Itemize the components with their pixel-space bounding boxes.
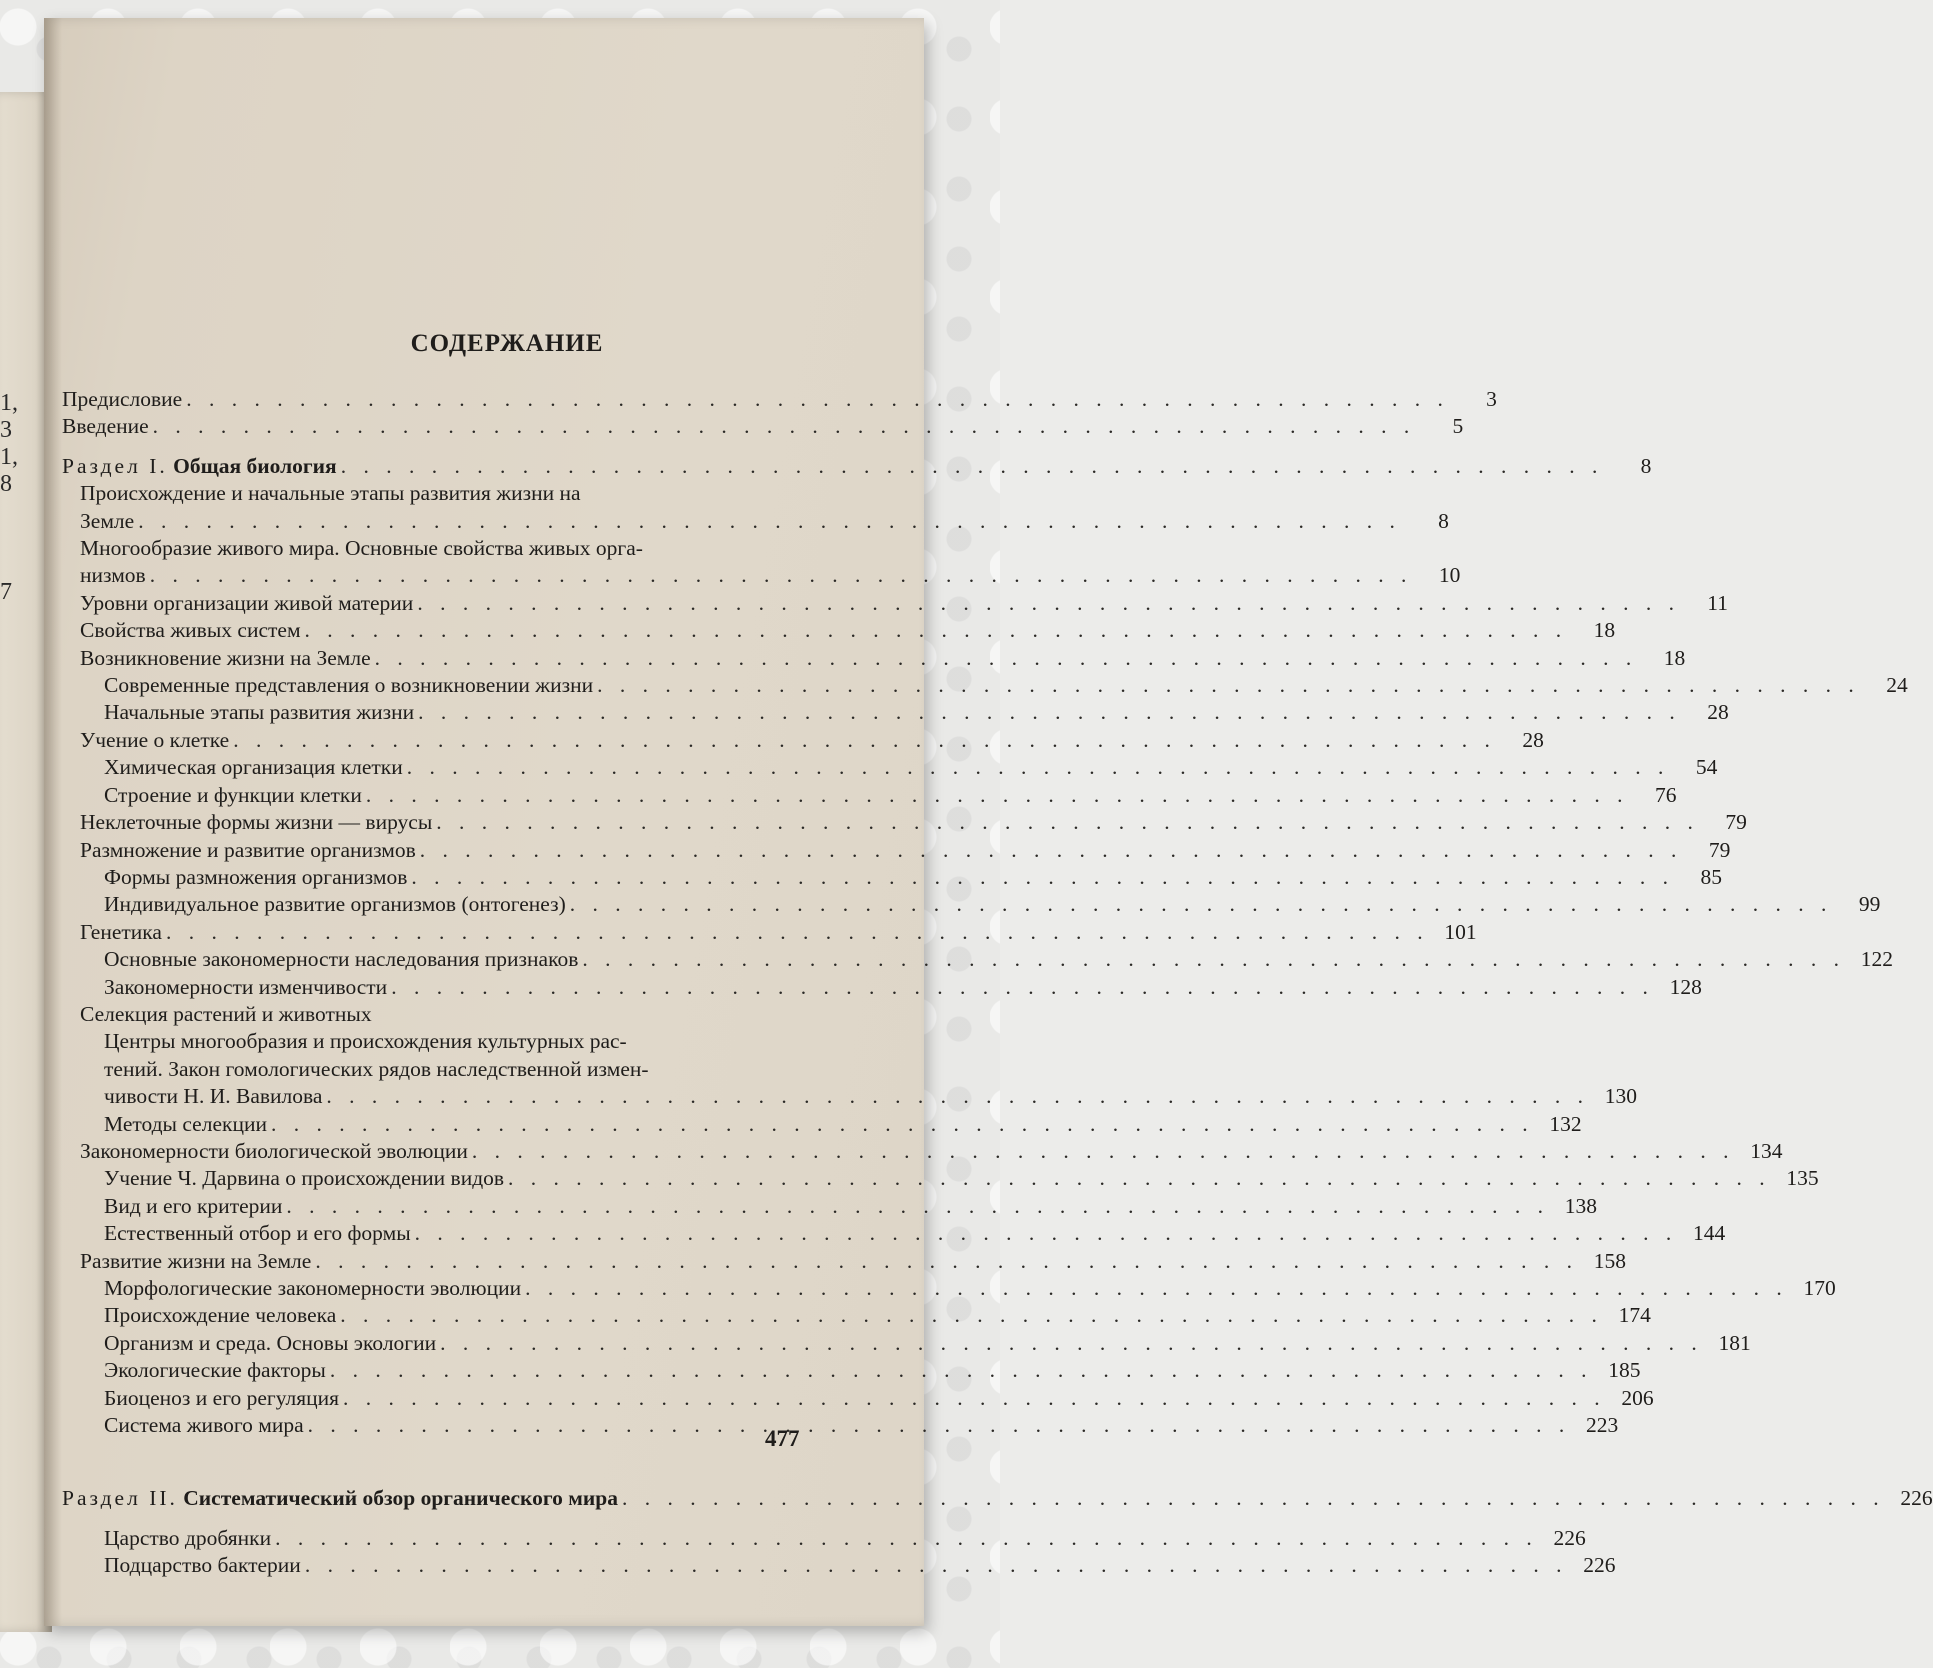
table-of-contents	[62, 330, 1933, 1580]
toc-page-number: 79	[1708, 837, 1731, 862]
dot-leader	[282, 1193, 1549, 1220]
toc-entry-text: Происхождение человека	[104, 1303, 337, 1328]
toc-entry-centers	[62, 1028, 1638, 1110]
dot-leader	[566, 891, 1833, 918]
fragment	[0, 552, 20, 579]
dot-leader	[271, 1525, 1538, 1552]
toc-entry-intro	[62, 413, 1464, 440]
dot-leader	[229, 727, 1496, 754]
toc-entry-properties	[62, 617, 1616, 644]
dot-leader	[416, 837, 1683, 864]
fragment	[0, 525, 20, 552]
toc-entry-system	[62, 1412, 1619, 1439]
toc-entry-text: Учение Ч. Дарвина о происхождении видов	[104, 1166, 505, 1191]
toc-entry-cell-chem	[62, 754, 1718, 781]
dot-leader	[162, 919, 1429, 946]
dot-leader	[413, 590, 1680, 617]
toc-page-number: 130	[1604, 1084, 1638, 1109]
toc-page-number: 132	[1549, 1111, 1582, 1136]
toc-page-number: 8	[1438, 508, 1449, 533]
dot-leader	[618, 1485, 1885, 1512]
toc-page-number: 5	[1452, 414, 1464, 439]
toc-page-number: 206	[1621, 1385, 1654, 1410]
toc-page-number: 18	[1593, 618, 1616, 643]
toc-entry-biocenosis	[62, 1385, 1654, 1412]
toc-page-number: 128	[1669, 974, 1702, 999]
toc-page-number: 76	[1655, 782, 1677, 807]
toc-entry-text: Методы селекции	[104, 1111, 267, 1136]
toc-page-number: 122	[1860, 947, 1893, 972]
dot-leader	[336, 1302, 1603, 1329]
section-prefix: Раздел II.	[62, 1486, 178, 1511]
dot-leader	[593, 672, 1860, 699]
toc-entry-environment	[62, 1330, 1751, 1357]
dot-leader	[301, 617, 1568, 644]
toc-entry-repro-forms	[62, 864, 1722, 891]
toc-entry-variability	[62, 974, 1702, 1001]
toc-entry-levels	[62, 590, 1728, 617]
toc-entry-modern-views	[62, 672, 1908, 699]
toc-entry-ontogenesis	[62, 891, 1881, 918]
dot-leader	[407, 864, 1674, 891]
page-folio-number: 477	[765, 1426, 800, 1451]
toc-entry-text: Введение	[62, 414, 149, 439]
toc-page-number: 11	[1707, 590, 1728, 615]
toc-entry-text: Свойства живых систем	[80, 618, 301, 643]
toc-entry-text: Морфологические закономерности эволюции	[104, 1276, 522, 1300]
toc-page-number: 144	[1693, 1221, 1726, 1246]
toc-entry-text: Закономерности изменчивости	[104, 974, 388, 999]
previous-page-fragments	[0, 390, 20, 606]
dot-leader	[337, 453, 1604, 480]
fragment	[0, 498, 20, 525]
dot-leader	[301, 1552, 1568, 1579]
toc-entry-emergence	[62, 645, 1686, 672]
toc-page-number: 226	[1900, 1486, 1933, 1511]
toc-entry-text: Экологические факторы	[104, 1358, 326, 1383]
toc-page-number: 185	[1608, 1358, 1641, 1383]
toc-entry-text: Вид и его критерии	[104, 1193, 283, 1218]
dot-leader	[371, 645, 1638, 672]
toc-entry-life-dev	[62, 1248, 1626, 1275]
toc-entry-selection-methods	[62, 1111, 1582, 1138]
toc-entry-text: Современные представления о возникновении жизни	[104, 673, 594, 698]
dot-leader	[414, 699, 1681, 726]
toc-page-number: 99	[1858, 892, 1881, 917]
dot-leader	[403, 754, 1670, 781]
dot-leader	[468, 1138, 1735, 1165]
toc-page-number: 226	[1553, 1525, 1586, 1550]
toc-page-number: 54	[1695, 755, 1718, 780]
toc-entry-preface	[62, 386, 1497, 413]
toc-page-number: 223	[1586, 1413, 1619, 1438]
dot-leader	[311, 1248, 1578, 1275]
toc-entry-text-line: Происхождение и начальные этапы развития жизни на	[80, 481, 581, 506]
toc-entry-darwin	[62, 1165, 1819, 1192]
toc-page-number: 134	[1750, 1138, 1783, 1163]
fragment: 8	[0, 471, 12, 497]
toc-section-2	[62, 1485, 1933, 1512]
toc-entry-cell-theory	[62, 727, 1544, 754]
toc-entry-text: Естественный отбор и его формы	[104, 1221, 411, 1246]
section-title: Систематический обзор органического мира	[183, 1486, 618, 1511]
toc-page-number: 85	[1700, 864, 1722, 889]
page-title: СОДЕРЖАНИЕ	[410, 330, 604, 357]
toc-entry-text: Развитие жизни на Земле	[80, 1248, 312, 1273]
toc-entry-text: Возникновение жизни на Земле	[80, 645, 371, 670]
dot-leader	[322, 1083, 1589, 1110]
toc-page-number: 181	[1718, 1330, 1751, 1355]
toc-entry-human	[62, 1302, 1651, 1329]
toc-entry-text-line: тений. Закон гомологических рядов наследственной измен-	[104, 1056, 649, 1081]
toc-entry-morph	[62, 1275, 1836, 1302]
toc-page-number: 10	[1438, 563, 1461, 588]
page-fold-shadow	[44, 18, 62, 1626]
toc-entry-origin	[62, 480, 1449, 535]
toc-section-1	[62, 453, 1652, 480]
toc-page-number: 18	[1663, 645, 1686, 670]
section-title: Общая биология	[173, 453, 337, 478]
toc-page-number: 28	[1707, 700, 1729, 725]
toc-page-number: 24	[1886, 673, 1908, 698]
section-heading	[62, 453, 337, 480]
toc-page-number: 28	[1522, 727, 1544, 752]
toc-entry-text: Химическая организация клетки	[104, 755, 403, 780]
dot-leader	[182, 386, 1449, 413]
dot-leader	[432, 809, 1699, 836]
toc-page-number: 226	[1583, 1553, 1616, 1578]
dot-leader	[267, 1111, 1534, 1138]
dot-leader	[436, 1330, 1703, 1357]
dot-leader	[362, 782, 1629, 809]
toc-page-number: 138	[1564, 1193, 1598, 1218]
toc-entry-text: Основные закономерности наследования признаков	[104, 947, 579, 972]
toc-entry-text: Генетика	[80, 919, 162, 944]
toc-entry-text: Организм и среда. Основы экологии	[104, 1330, 437, 1355]
toc-entry-evolution	[62, 1138, 1783, 1165]
toc-entry-text: Селекция растений и животных	[80, 1001, 372, 1026]
toc-page-number: 170	[1803, 1276, 1836, 1300]
toc-entry-text-line: низмов	[80, 563, 146, 588]
dot-leader	[504, 1165, 1771, 1192]
toc-entry-text: Система живого мира	[104, 1413, 304, 1438]
toc-entry-text-line: Земле	[80, 508, 135, 533]
toc-entry-text: Размножение и развитие организмов	[80, 837, 416, 862]
toc-entry-text: Учение о клетке	[80, 727, 230, 752]
toc-entry-early-stages	[62, 699, 1729, 726]
toc-entry-text-line: Центры многообразия и происхождения культурных рас-	[104, 1029, 627, 1054]
toc-entry-diversity	[62, 535, 1461, 590]
toc-entry-text: Предисловие	[62, 387, 183, 411]
dot-leader	[304, 1412, 1571, 1439]
dot-leader	[578, 946, 1845, 973]
toc-entry-text: Неклеточные формы жизни — вирусы	[80, 810, 433, 835]
toc-entry-reproduction	[62, 837, 1731, 864]
toc-entry-cell-structure	[62, 782, 1677, 809]
fragment: 7	[0, 579, 12, 605]
toc-entry-text: Формы размножения организмов	[104, 864, 408, 889]
section-prefix: Раздел I.	[62, 453, 168, 478]
toc-entry-genetics	[62, 919, 1477, 946]
toc-entry-species	[62, 1193, 1598, 1220]
toc-page-number: 79	[1725, 810, 1747, 835]
dot-leader	[146, 562, 1413, 589]
toc-entry-natural-selection	[62, 1220, 1726, 1247]
toc-page-number: 101	[1444, 919, 1477, 944]
dot-leader	[134, 508, 1401, 535]
toc-entry-eco-factors	[62, 1357, 1641, 1384]
toc-entry-viruses	[62, 809, 1747, 836]
toc-page-number: 8	[1640, 453, 1652, 478]
toc-entry-bacteria	[62, 1552, 1616, 1579]
toc-entry-text: Царство дробянки	[104, 1525, 272, 1550]
section-heading	[62, 1485, 618, 1512]
dot-leader	[339, 1385, 1606, 1412]
toc-entry-drobyanki	[62, 1525, 1586, 1552]
toc-entry-text-line: Многообразие живого мира. Основные свойства живых орга-	[80, 536, 643, 561]
fragment: 1,	[0, 444, 18, 470]
toc-entry-text: Уровни организации живой материи	[80, 590, 414, 615]
toc-entry-text: Индивидуальное развитие организмов (онтогенез)	[104, 892, 566, 917]
toc-page-number: 135	[1786, 1166, 1819, 1191]
toc-entry-heredity	[62, 946, 1893, 973]
toc-entry-text: Начальные этапы развития жизни	[104, 700, 415, 725]
fragment: 3	[0, 417, 12, 443]
dot-leader	[326, 1357, 1593, 1384]
toc-entry-text: Закономерности биологической эволюции	[80, 1138, 468, 1163]
toc-page-number: 3	[1486, 387, 1497, 411]
dot-leader	[411, 1220, 1678, 1247]
dot-leader	[149, 413, 1416, 440]
toc-page-number: 174	[1618, 1303, 1651, 1328]
toc-entry-text: Подцарство бактерии	[104, 1553, 301, 1578]
toc-entry-text-line: чивости Н. И. Вавилова	[104, 1084, 323, 1109]
toc-entry-text: Строение и функции клетки	[104, 782, 362, 807]
toc-list	[62, 386, 1933, 1580]
dot-leader	[387, 974, 1654, 1001]
toc-entry-selection	[62, 1001, 832, 1028]
dot-leader	[521, 1275, 1788, 1302]
toc-page-number: 158	[1593, 1248, 1626, 1273]
fragment: 1,	[0, 390, 18, 416]
toc-entry-text: Биоценоз и его регуляция	[104, 1385, 340, 1410]
